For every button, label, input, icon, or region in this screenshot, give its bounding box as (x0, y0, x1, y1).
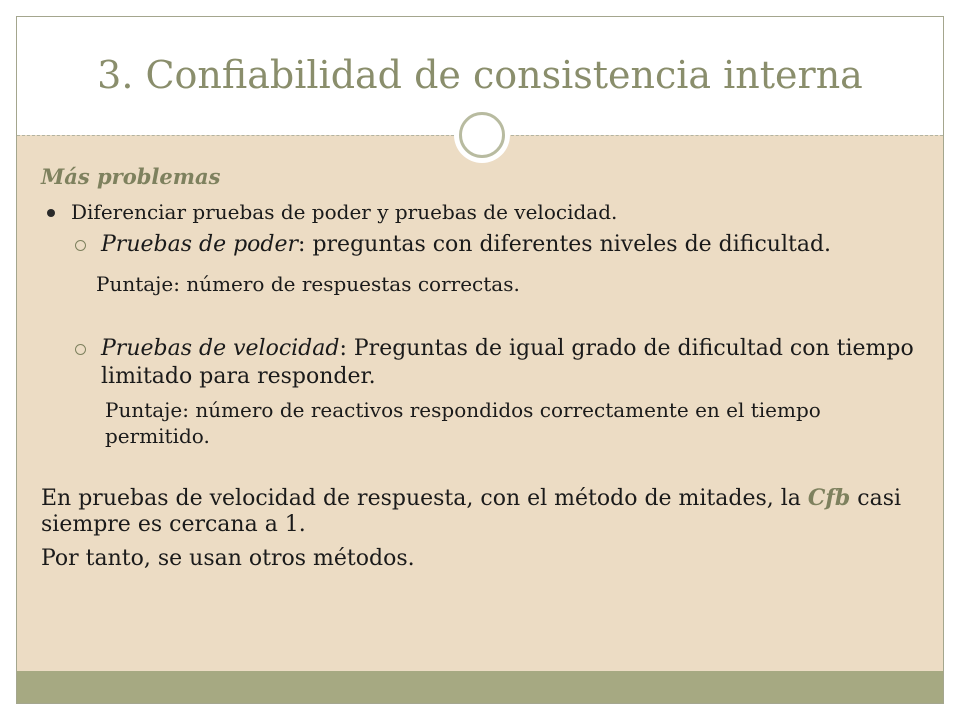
power-tests-text: : preguntas con diferentes niveles de dificultad. (298, 232, 832, 257)
filled-dot-icon (47, 209, 55, 217)
power-tests-term: Pruebas de poder (101, 232, 299, 257)
speed-tests-text: : Preguntas de igual grado de dificultad con tiempo limitado para responder. (101, 336, 914, 389)
conclusion-text-before: En pruebas de velocidad de respuesta, con el método de mitades, la (41, 486, 808, 511)
conclusion-text-after: casi siempre es cercana a 1. (41, 486, 902, 537)
cfb-emphasis: Cfb (807, 485, 851, 511)
bullet-speed-tests (41, 335, 921, 391)
slide-title: 3. Confiabilidad de consistencia interna (97, 53, 863, 97)
slide-content (41, 163, 921, 572)
subheading: Más problemas (41, 164, 221, 189)
bullet-power-tests (41, 231, 921, 259)
hollow-circle-icon (75, 240, 86, 251)
conclusion-paragraph (41, 485, 921, 538)
speed-tests-score: Puntaje: número de reactivos respondidos correctamente en el tiempo permitido. (105, 398, 821, 448)
power-tests-score: Puntaje: número de respuestas correctas. (96, 272, 520, 296)
hollow-circle-icon (75, 344, 86, 355)
conclusion-line-2: Por tanto, se usan otros métodos. (41, 546, 415, 571)
bullet-main-text: Diferenciar pruebas de poder y pruebas de velocidad. (71, 200, 618, 224)
circle-ring-icon (459, 112, 505, 158)
bullet-main (41, 199, 921, 225)
footer-bar (17, 671, 943, 704)
speed-tests-term: Pruebas de velocidad (101, 336, 340, 361)
slide (16, 16, 944, 704)
